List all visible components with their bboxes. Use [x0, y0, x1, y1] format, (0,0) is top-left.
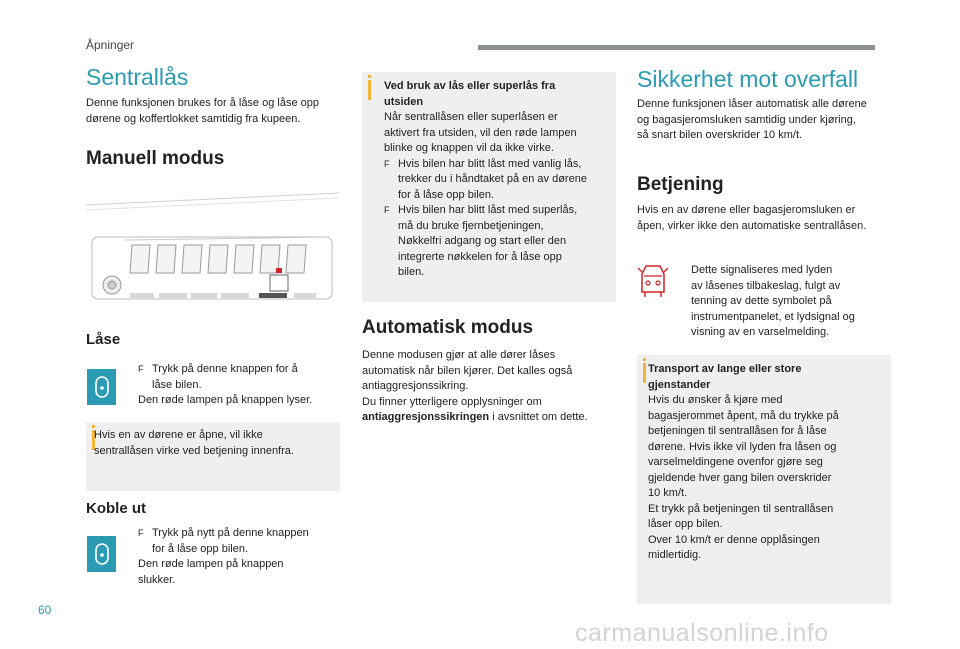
- anti-attack-intro: Denne funksjonen låser automatisk alle dørene og bagasjeromsluken samtidig under kjøring, så snart bilen overskrider 10 km/t.: [637, 98, 867, 141]
- info-box-outside-lock: Ved bruk av lås eller superlås fra utsiden Når sentrallåsen eller superlåsen er aktivert fra utsiden, vil den røde lampen blinke og knappen vil da ikke virke. F Hvis bilen har blitt låst med vanlig lås, trekker du i håndtaket på en av dørene for å låse opp bilen. F Hvis bilen har blitt låst med superlås, må du bruke fjernbetjeningen, Nøkkelfri adgang og start eller den integrerte nøkkelen for å låse opp bilen.: [362, 72, 616, 302]
- info-box-transport: Transport av lange eller store gjenstander Hvis du ønsker å kjøre med bagasjerommet åpent, må du trykke på betjeningen til sentrallåsen for å låse dørene. Hvis ikke vil lyden fra låsen og varselmeldingene ovenfor gjøre seg gjeldende hver gang bilen overskrider 10 km/t. Et trykk på betjeningen til sentrallåsen låser opp bilen. Over 10 km/t er denne opplåsingen midlertidig.: [637, 355, 891, 604]
- unlock-instructions: F Trykk på nytt på denne knappen for å låse opp bilen. Den røde lampen på knappen slukker.: [138, 527, 309, 586]
- operation-body: Hvis en av dørene eller bagasjeromsluken er åpen, virker ikke den automatiske sentrallåsen.: [637, 204, 867, 232]
- anti-attack-title: Sikkerhet mot overfall: [637, 66, 859, 92]
- signal-description: Dette signaliseres med lyden av låsenes tilbakeslag, fulgt av tenning av dette symbolet på instrumentpanelet, et lydsignal og visning av en varselmelding.: [691, 264, 855, 338]
- watermark: carmanualsonline.info: [575, 619, 829, 647]
- door-open-warning-icon: [637, 262, 669, 302]
- info-icon: [368, 80, 371, 100]
- lock-button-icon: [87, 369, 116, 405]
- page-number: 60: [38, 603, 52, 617]
- unlock-heading: Koble ut: [86, 500, 146, 517]
- operation-heading: Betjening: [637, 174, 724, 195]
- header-bar: [478, 45, 875, 50]
- bullet-arrow-icon: F: [138, 364, 144, 374]
- col1-intro: Denne funksjonen brukes for å låse og låse opp dørene og koffertlokket samtidig fra kupeen.: [86, 97, 319, 125]
- lock-instructions: F Trykk på denne knappen for å låse bilen. Den røde lampen på knappen lyser.: [138, 363, 313, 406]
- automatic-mode-heading: Automatisk modus: [362, 317, 534, 338]
- manual-mode-heading: Manuell modus: [86, 148, 225, 169]
- automatic-mode-body: Denne modusen gjør at alle dører låses automatisk når bilen kjører. Det kalles også antiaggresjonssikring. Du finner ytterligere opplysninger om antiaggresjonssikringen i avsnittet om dette.: [362, 349, 588, 423]
- info-icon: [643, 363, 646, 383]
- section-label: Åpninger: [86, 38, 135, 52]
- door-panel-illustration: [84, 185, 342, 310]
- info-box-doors-open: Hvis en av dørene er åpne, vil ikke sentrallåsen virke ved betjening innenfra.: [86, 422, 340, 491]
- unlock-button-icon: [87, 536, 116, 572]
- lock-heading: Låse: [86, 331, 121, 348]
- page-title: Sentrallås: [86, 64, 189, 90]
